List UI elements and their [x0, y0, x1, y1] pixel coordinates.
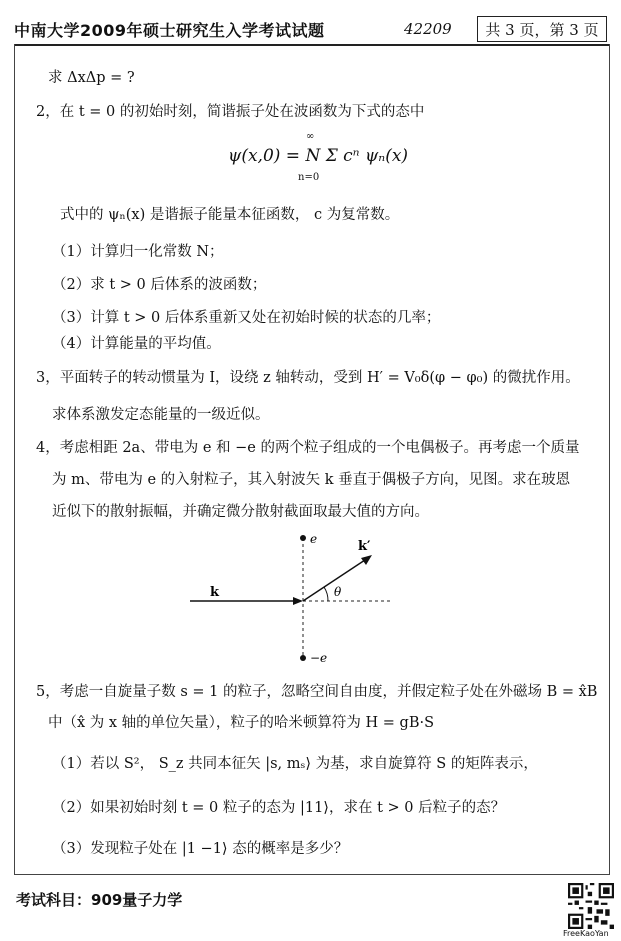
q2-item-1: （1）计算归一化常数 N； — [52, 244, 224, 260]
q1-tail: 求 ΔxΔp = ? — [48, 70, 135, 86]
q2-item-2: （2）求 t > 0 后体系的波函数； — [52, 277, 267, 293]
label-k: k — [210, 585, 220, 600]
qr-code-icon — [568, 883, 614, 929]
exam-subject: 考试科目：909量子力学 — [16, 891, 183, 909]
label-e-top: e — [310, 532, 318, 546]
q4-line-2: 为 m、带电为 e 的入射粒子，其入射波矢 k 垂直于偶极子方向，见图。求在玻恩 — [52, 472, 571, 488]
incident-arrowhead — [293, 597, 303, 605]
q4-line-3: 近似下的散射振幅，并确定微分散射截面取最大值的方向。 — [52, 504, 429, 520]
q2-sum-upper: ∞ — [306, 131, 315, 142]
right-border — [609, 44, 610, 874]
theta-arc — [324, 587, 328, 601]
exam-code: 42209 — [404, 20, 452, 38]
q3-line-1: 3，平面转子的转动惯量为 I，设绕 z 轴转动，受到 H′ = V₀δ(φ − φ₀) 的微扰作用。 — [36, 370, 580, 386]
dipole-scattering-diagram — [180, 528, 440, 668]
q4-line-1: 4，考虑相距 2a、带电为 e 和 −e 的两个粒子组成的一个电偶极子。再考虑一个质量 — [36, 440, 580, 456]
left-border — [14, 44, 15, 874]
bottom-border — [14, 874, 610, 875]
q5-item-2: （2）如果初始时刻 t = 0 粒子的态为 |11⟩，求在 t > 0 后粒子的态？ — [52, 800, 506, 816]
label-k-prime: k′ — [358, 539, 371, 554]
q2-item-3: （3）计算 t > 0 后体系重新又处在初始时候的状态的几率； — [52, 310, 441, 326]
q2-equation: ψ(x,0) = N Σ cⁿ ψₙ(x) — [228, 146, 409, 166]
q2-item-4: （4）计算能量的平均值。 — [52, 336, 221, 352]
q2-intro: 2，在 t = 0 的初始时刻，简谐振子处在波函数为下式的态中 — [36, 104, 425, 120]
q2-note: 式中的 ψₙ(x) 是谐振子能量本征函数， c 为复常数。 — [60, 207, 400, 223]
header-divider — [14, 44, 610, 46]
q5-item-3: （3）发现粒子处在 |1 −1⟩ 态的概率是多少？ — [52, 841, 349, 857]
exam-title: 中南大学2009年硕士研究生入学考试试题 — [14, 21, 325, 40]
charge-negative-dot — [300, 655, 306, 661]
q5-item-1: （1）若以 S²， S_z 共同本征矢 |s, mₛ⟩ 为基，求自旋算符 S 的矩阵表示， — [52, 756, 538, 772]
qr-caption: FreeKaoYan — [563, 929, 609, 938]
label-theta: θ — [334, 585, 342, 599]
page-indicator: 共 3 页，第 3 页 — [477, 16, 607, 42]
label-e-bottom: −e — [310, 651, 328, 665]
q5-line-1: 5，考虑一自旋量子数 s = 1 的粒子，忽略空间自由度，并假定粒子处在外磁场 B = x̂B — [36, 684, 598, 700]
q3-line-2: 求体系激发定态能量的一级近似。 — [52, 407, 270, 423]
q2-sum-lower: n=0 — [298, 172, 320, 183]
q5-line-2: 中（x̂ 为 x 轴的单位矢量），粒子的哈米顿算符为 H = gB·S — [48, 715, 435, 731]
scattered-arrowhead — [361, 555, 372, 565]
charge-positive-dot — [300, 535, 306, 541]
